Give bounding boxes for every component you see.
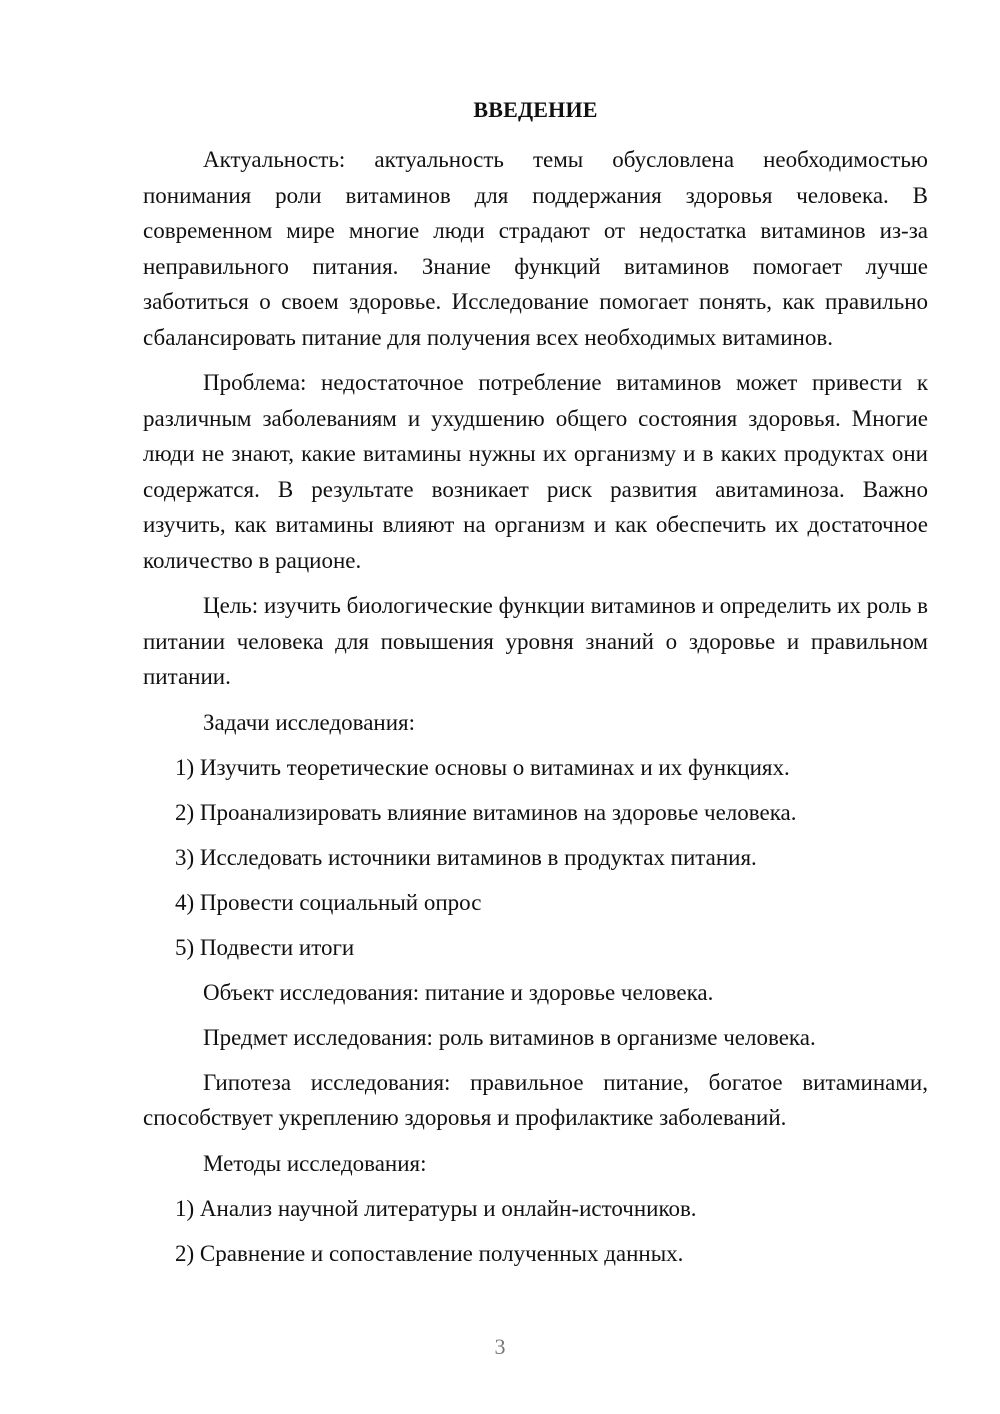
research-subject: Предмет исследования: роль витаминов в организме человека. [203,1024,816,1050]
methods-heading: Методы исследования: [203,1150,427,1176]
relevance-paragraph: Актуальность: актуальность темы обусловлена необходимостью понимания роли витаминов для поддержания здоровья человека. В современном мире многие люди страдают от недостатка витаминов из-за неправильного питания. Знание функций витаминов помогает лучше заботиться о своем здоровье. Исследование помогает понять, как правильно сбалансировать питание для получения всех необходимых витаминов. [143,147,928,350]
task-item-1: 1) Изучить теоретические основы о витаминах и их функциях. [175,754,790,780]
problem-paragraph: Проблема: недостаточное потребление витаминов может привести к различным заболеваниям и ухудшению общего состояния здоровья. Многие люди не знают, какие витамины нужны их организму и в каких продуктах они содержатся. В результате возникает риск развития авитаминоза. Важно изучить, как витамины влияют на организм и как обеспечить их достаточное количество в рационе. [143,370,928,573]
research-object: Объект исследования: питание и здоровье человека. [203,979,714,1005]
tasks-heading: Задачи исследования: [203,709,416,735]
document-body [143,94,928,1281]
method-item-2: 2) Сравнение и сопоставление полученных данных. [175,1240,684,1266]
page-title: ВВЕДЕНИЕ [473,97,598,122]
task-item-4: 4) Провести социальный опрос [175,889,482,915]
method-item-1: 1) Анализ научной литературы и онлайн-источников. [175,1195,697,1221]
page-number: 3 [494,1334,506,1359]
task-item-3: 3) Исследовать источники витаминов в продуктах питания. [175,844,757,870]
task-item-5: 5) Подвести итоги [175,934,355,960]
research-hypothesis: Гипотеза исследования: правильное питание, богатое витаминами, способствует укреплению здоровья и профилактике заболеваний. [143,1069,928,1130]
goal-paragraph: Цель: изучить биологические функции витаминов и определить их роль в питании человека для повышения уровня знаний о здоровье и правильном питании. [143,593,928,689]
task-item-2: 2) Проанализировать влияние витаминов на здоровье человека. [175,799,797,825]
